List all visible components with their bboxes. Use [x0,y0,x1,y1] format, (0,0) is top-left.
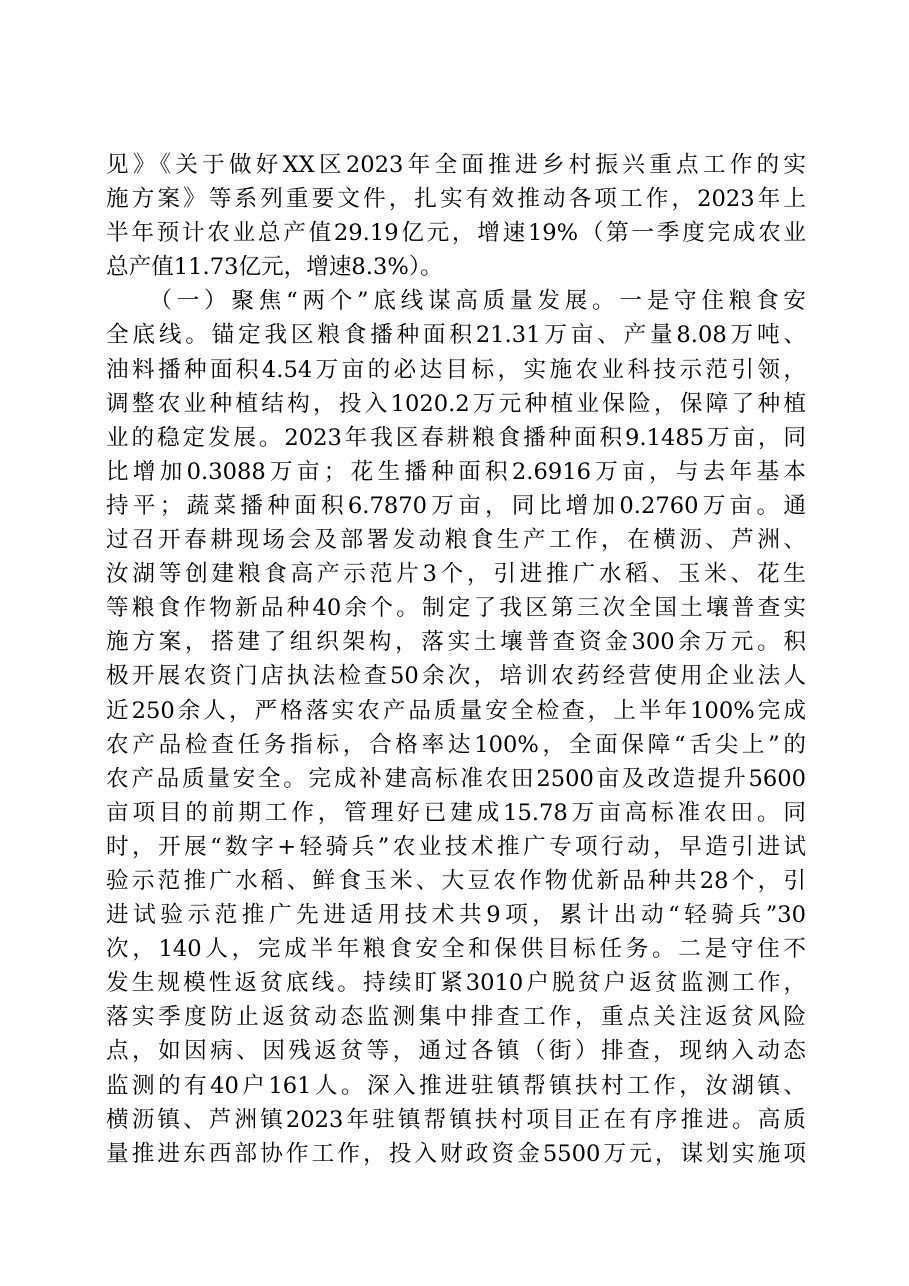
document-body [106,148,806,1171]
text-line: 过召开春耕现场会及部署发动粮食生产工作，在横沥、芦洲、 [106,527,806,554]
text-line: 发生规模性返贫底线。持续盯紧3010户脱贫户返贫监测工作， [106,970,806,997]
text-line: 比增加0.3088万亩；花生播种面积2.6916万亩，与去年基本 [106,458,806,485]
text-line: 亩项目的前期工作，管理好已建成15.78万亩高标准农田。同 [106,799,806,826]
text-line: 见》《关于做好XX区2023年全面推进乡村振兴重点工作的实 [106,152,806,178]
text-line: 近250余人，严格落实农产品质量安全检查，上半年100%完成 [106,697,806,724]
text-line: 横沥镇、芦洲镇2023年驻镇帮镇扶村项目正在有序推进。高质 [106,1106,806,1133]
text-line: 点，如因病、因残返贫等，通过各镇（街）排查，现纳入动态 [106,1038,806,1065]
text-line: 施方案，搭建了组织架构，落实土壤普查资金300余万元。积 [106,629,806,656]
text-line: 调整农业种植结构，投入1020.2万元种植业保险，保障了种植 [106,390,806,417]
text-line: 次，140人，完成半年粮食安全和保供目标任务。二是守住不 [106,936,806,963]
text-line: 农产品检查任务指标，合格率达100%，全面保障“舌尖上”的 [106,731,806,758]
text-line: 油料播种面积4.54万亩的必达目标，实施农业科技示范引领， [106,356,806,383]
text-line: 量推进东西部协作工作，投入财政资金5500万元，谋划实施项 [106,1140,806,1167]
text-line: 汝湖等创建粮食高产示范片3个，引进推广水稻、玉米、花生 [106,561,806,588]
text-line: 半年预计农业总产值29.19亿元，增速19%（第一季度完成农业 [106,220,806,247]
text-line: 总产值11.73亿元，增速8.3%）。 [106,254,443,281]
text-line: 农产品质量安全。完成补建高标准农田2500亩及改造提升5600 [106,765,806,792]
text-line: 持平；蔬菜播种面积6.7870万亩，同比增加0.2760万亩。通 [106,492,806,519]
text-line: 全底线。锚定我区粮食播种面积21.31万亩、产量8.08万吨、 [106,322,806,349]
text-line: 落实季度防止返贫动态监测集中排查工作，重点关注返贫风险 [106,1004,806,1031]
text-line: 极开展农资门店执法检查50余次，培训农药经营使用企业法人 [106,663,806,690]
text-line: 时，开展“数字+轻骑兵”农业技术推广专项行动，早造引进试 [106,833,806,860]
text-line: （一）聚焦“两个”底线谋高质量发展。一是守住粮食安 [106,288,806,315]
text-line: 监测的有40户161人。深入推进驻镇帮镇扶村工作，汝湖镇、 [106,1072,806,1099]
text-line: 等粮食作物新品种40余个。制定了我区第三次全国土壤普查实 [106,595,806,622]
text-line: 进试验示范推广先进适用技术共9项，累计出动“轻骑兵”30 [106,902,806,929]
text-line: 业的稳定发展。2023年我区春耕粮食播种面积9.1485万亩，同 [106,424,806,451]
text-line: 施方案》等系列重要文件，扎实有效推动各项工作，2023年上 [106,186,806,213]
text-line: 验示范推广水稻、鲜食玉米、大豆农作物优新品种共28个，引 [106,867,806,894]
